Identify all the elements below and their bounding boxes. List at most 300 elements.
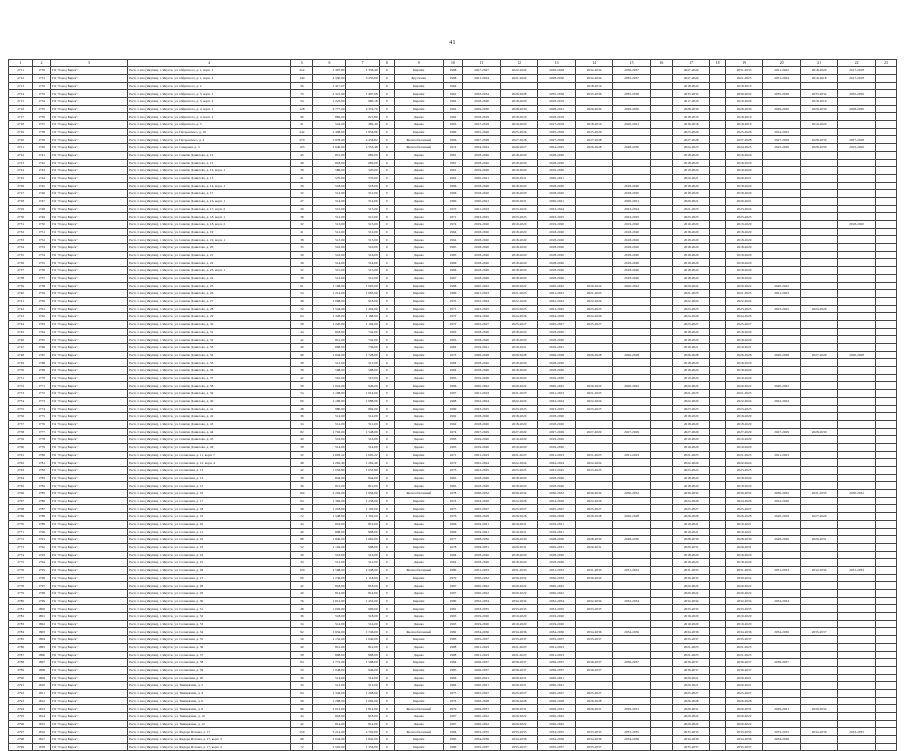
table-cell: 0 <box>379 405 394 413</box>
table-cell: 2021-2023 <box>575 290 613 298</box>
table-cell: Кирпич <box>395 290 444 298</box>
table-cell: 1965 <box>443 244 463 252</box>
table-cell: 736,00 <box>346 344 379 352</box>
table-cell: 2021-2023 <box>538 651 576 659</box>
table-cell <box>838 451 876 459</box>
table-row <box>9 705 897 713</box>
table-cell <box>650 90 672 98</box>
table-cell: 2035-2037 <box>575 636 613 644</box>
table-cell: Кирпич <box>395 313 444 321</box>
table-cell: 1 040,00 <box>346 636 379 644</box>
table-cell: 0 <box>379 336 394 344</box>
table-cell: 2019-2020 <box>500 613 538 621</box>
table-cell: 2018-2020 <box>463 159 501 167</box>
table-cell: 514,00 <box>346 443 379 451</box>
table-cell: 2020-2021 <box>613 121 651 129</box>
table-cell <box>838 474 876 482</box>
table-cell: 2019-2020 <box>500 443 538 451</box>
table-cell: Дерево <box>395 374 444 382</box>
table-cell: 1 548,00 <box>313 513 346 521</box>
table-cell: 2018-2019 <box>575 82 613 90</box>
table-cell: Дерево <box>395 159 444 167</box>
table-cell <box>613 397 651 405</box>
table-cell: ГО "Город Бирск" <box>50 144 127 152</box>
table-cell: 2026-2028 <box>725 351 763 359</box>
table-cell: 2799 <box>9 743 33 751</box>
table-cell: 2019-2020 <box>463 620 501 628</box>
table-cell: 2019-2020 <box>500 167 538 175</box>
table-cell: Респ. Саха (Якутия), г. Якутск, ул. Семёна Данилова, д. 12 <box>128 151 291 159</box>
table-cell: 2018-2020 <box>538 251 576 259</box>
table-cell: 2020-2022 <box>500 590 538 598</box>
table-cell <box>838 267 876 275</box>
table-cell: Респ. Саха (Якутия), г. Якутск, ул. Ойунского, д. 3, корп. 2 <box>128 98 291 106</box>
column-header: 20 <box>763 60 801 67</box>
table-cell <box>800 443 838 451</box>
table-cell <box>650 221 672 229</box>
table-cell: 2018-2020 <box>500 159 538 167</box>
table-cell <box>800 167 838 175</box>
table-cell <box>763 697 801 705</box>
table-row <box>9 305 897 313</box>
table-cell: 2036-2037 <box>500 666 538 674</box>
table-cell: 1 152,00 <box>313 636 346 644</box>
table-cell: 2747 <box>9 344 33 352</box>
table-cell <box>650 167 672 175</box>
table-cell: Кирпич <box>395 390 444 398</box>
table-cell <box>613 336 651 344</box>
table-cell: 1 934,00 <box>313 628 346 636</box>
table-cell <box>875 244 896 252</box>
table-cell: ГО "Город Бирск" <box>50 682 127 690</box>
table-cell: Кирпич <box>395 605 444 613</box>
table-cell: 1971 <box>443 451 463 459</box>
table-cell: 2023-2025 <box>500 305 538 313</box>
table-cell: Кирпич <box>395 689 444 697</box>
table-cell <box>875 628 896 636</box>
table-cell: 2019-2021 <box>672 344 710 352</box>
table-cell <box>710 659 725 667</box>
table-cell: 2019-2021 <box>463 528 501 536</box>
table-cell <box>650 382 672 390</box>
table-cell: 2773 <box>9 543 33 551</box>
table-cell: Кирпич <box>395 513 444 521</box>
table-cell <box>650 682 672 690</box>
table-cell: 1798 <box>33 590 51 598</box>
table-cell: 2034-2036 <box>538 628 576 636</box>
table-cell: 2020-2022 <box>538 282 576 290</box>
table-cell <box>650 705 672 713</box>
table-cell: 1 548,00 <box>346 428 379 436</box>
table-cell: 40 <box>291 590 313 598</box>
table-cell: 1758 <box>33 282 51 290</box>
table-cell: 1739 <box>33 136 51 144</box>
table-cell: 2020-2021 <box>672 682 710 690</box>
table-cell <box>875 359 896 367</box>
table-cell <box>613 151 651 159</box>
table-cell: 814,00 <box>313 590 346 598</box>
table-cell <box>875 274 896 282</box>
table-cell: ГО "Город Бирск" <box>50 413 127 421</box>
table-cell: ГО "Город Бирск" <box>50 282 127 290</box>
table-cell <box>800 651 838 659</box>
table-cell: 1791 <box>33 536 51 544</box>
table-cell: 2018-2020 <box>463 328 501 336</box>
table-cell <box>650 351 672 359</box>
table-cell: 1964 <box>443 344 463 352</box>
table-cell <box>710 82 725 90</box>
table-cell: 2780 <box>9 597 33 605</box>
table-cell: 2019-2020 <box>463 436 501 444</box>
table-cell <box>710 420 725 428</box>
table-cell: 0 <box>379 320 394 328</box>
table-cell: 1985 <box>443 736 463 744</box>
table-cell: 514,00 <box>346 620 379 628</box>
table-cell: ГО "Город Бирск" <box>50 590 127 598</box>
table-cell <box>575 213 613 221</box>
table-cell <box>613 474 651 482</box>
table-cell: 2727 <box>9 190 33 198</box>
table-cell <box>650 728 672 736</box>
table-cell: 512,00 <box>313 228 346 236</box>
table-cell <box>613 297 651 305</box>
table-cell <box>763 666 801 674</box>
table-cell <box>650 413 672 421</box>
table-cell <box>800 190 838 198</box>
table-cell: 2714 <box>9 90 33 98</box>
table-cell: 2029-2031 <box>463 543 501 551</box>
table-cell <box>838 536 876 544</box>
table-cell: 512,00 <box>313 682 346 690</box>
table-row <box>9 590 897 598</box>
table-cell: 2034-2036 <box>800 728 838 736</box>
table-cell: 2018-2020 <box>725 413 763 421</box>
table-cell <box>875 743 896 751</box>
table-cell: 1965 <box>443 482 463 490</box>
table-cell: 2019-2020 <box>538 620 576 628</box>
table-cell <box>650 505 672 513</box>
table-cell: 2022-2024 <box>463 459 501 467</box>
table-cell: 2035-2036 <box>538 90 576 98</box>
table-cell: 2028-2030 <box>613 144 651 152</box>
table-cell: 2019-2020 <box>725 98 763 106</box>
table-cell: 508,00 <box>313 367 346 375</box>
table-cell: 1 342,00 <box>313 689 346 697</box>
table-cell <box>763 674 801 682</box>
table-cell <box>763 643 801 651</box>
table-cell: ГО "Город Бирск" <box>50 367 127 375</box>
table-cell <box>875 459 896 467</box>
table-cell: 2035-2037 <box>672 743 710 751</box>
table-cell: 2758 <box>9 428 33 436</box>
table-cell: 2030-2032 <box>575 490 613 498</box>
table-cell: 2026-2028 <box>725 697 763 705</box>
table-cell: 1 220,00 <box>313 320 346 328</box>
table-cell <box>875 282 896 290</box>
table-cell: 58 <box>291 697 313 705</box>
table-cell: Брусчатка <box>395 74 444 82</box>
table-cell: 2028-2030 <box>672 536 710 544</box>
table-cell: 2018-2020 <box>672 159 710 167</box>
table-cell: 514,00 <box>313 443 346 451</box>
table-cell: 1813 <box>33 705 51 713</box>
table-cell <box>575 328 613 336</box>
table-cell: Респ. Саха (Якутия), г. Якутск, ул. Федора Попова, д. 17, корп. 3 <box>128 736 291 744</box>
table-cell: Респ. Саха (Якутия), г. Якутск, ул. Семёна Данилова, д. 12, корп. 1 <box>128 167 291 175</box>
table-cell: 2022-2024 <box>575 297 613 305</box>
table-cell: 0 <box>379 713 394 721</box>
table-cell: 1743 <box>33 167 51 175</box>
table-cell <box>838 159 876 167</box>
table-cell: 2018-2020 <box>613 236 651 244</box>
table-cell: 0 <box>379 566 394 574</box>
table-cell: 2021-2023 <box>500 651 538 659</box>
table-cell: 2032-2034 <box>763 597 801 605</box>
table-cell: 0 <box>379 144 394 152</box>
table-cell: 256 <box>291 728 313 736</box>
table-cell: 2025-2027 <box>575 320 613 328</box>
table-cell: 2020-2022 <box>672 720 710 728</box>
table-row <box>9 290 897 298</box>
table-cell: 2764 <box>9 474 33 482</box>
table-cell: 2741 <box>9 297 33 305</box>
table-cell <box>710 689 725 697</box>
table-cell: 2018-2020 <box>538 228 576 236</box>
table-cell: 1 093,00 <box>346 290 379 298</box>
table-cell: 2794 <box>9 705 33 713</box>
table-cell: 2024-2025 <box>672 144 710 152</box>
table-cell <box>763 682 801 690</box>
table-cell: 2030-2032 <box>725 90 763 98</box>
table-cell: 1964 <box>443 367 463 375</box>
table-cell: 2018-2020 <box>613 267 651 275</box>
table-row <box>9 605 897 613</box>
table-cell: Респ. Саха (Якутия), г. Якутск, ул. Петровского, д. 16 <box>128 128 291 136</box>
table-cell <box>575 251 613 259</box>
column-header: 8 <box>379 60 394 67</box>
table-cell <box>613 436 651 444</box>
table-cell: 2018-2020 <box>463 190 501 198</box>
table-cell: 0 <box>379 428 394 436</box>
table-cell: 2785 <box>9 636 33 644</box>
table-cell: 2 248,00 <box>346 566 379 574</box>
table-cell <box>613 420 651 428</box>
table-cell: 1969 <box>443 197 463 205</box>
table-row <box>9 174 897 182</box>
table-row <box>9 90 897 98</box>
table-cell: 2028-2030 <box>500 105 538 113</box>
table-cell: 0 <box>379 520 394 528</box>
table-cell: 48 <box>291 297 313 305</box>
table-cell: 2034-2036 <box>672 628 710 636</box>
table-cell <box>800 113 838 121</box>
table-cell: 42 <box>291 336 313 344</box>
table-cell: 1986 <box>443 743 463 751</box>
table-cell: 2022-2024 <box>463 297 501 305</box>
table-cell: 980,00 <box>313 405 346 413</box>
table-row <box>9 190 897 198</box>
table-cell: 0 <box>379 497 394 505</box>
table-cell: 1757 <box>33 274 51 282</box>
table-cell <box>875 159 896 167</box>
table-cell: 2018-2020 <box>500 367 538 375</box>
table-cell <box>710 151 725 159</box>
table-cell: 1790 <box>33 528 51 536</box>
table-cell: 2018-2020 <box>725 228 763 236</box>
table-cell: Респ. Саха (Якутия), г. Якутск, ул. Семёна Данилова, д. 29 <box>128 313 291 321</box>
table-cell: Кирпич <box>395 666 444 674</box>
table-cell: Респ. Саха (Якутия), г. Якутск, ул. Солнечная, д. 31 <box>128 605 291 613</box>
table-cell <box>613 174 651 182</box>
table-row <box>9 320 897 328</box>
table-cell: 2036-2037 <box>725 659 763 667</box>
table-cell: 2024-2026 <box>500 497 538 505</box>
table-cell: ГО "Город Бирск" <box>50 605 127 613</box>
table-cell: 2018-2020 <box>538 267 576 275</box>
table-cell: 2730 <box>9 213 33 221</box>
table-cell: 0 <box>379 505 394 513</box>
table-cell: 36 <box>291 674 313 682</box>
table-cell: 2786 <box>9 643 33 651</box>
table-cell: 1 024,00 <box>313 382 346 390</box>
table-cell: 2025-2027 <box>575 689 613 697</box>
table-cell <box>763 605 801 613</box>
table-cell <box>613 367 651 375</box>
table-cell: 2020-2021 <box>672 197 710 205</box>
table-cell: 2020-2022 <box>500 382 538 390</box>
table-cell: 2021-2023 <box>463 643 501 651</box>
table-cell <box>650 428 672 436</box>
table-cell: 2023-2025 <box>538 405 576 413</box>
table-cell <box>763 121 801 129</box>
table-cell: 0 <box>379 67 394 75</box>
table-cell: ГО "Город Бирск" <box>50 328 127 336</box>
table-cell: 2018-2020 <box>463 151 501 159</box>
table-cell: Кирпич <box>395 382 444 390</box>
table-cell: 2026-2028 <box>575 144 613 152</box>
table-cell <box>650 282 672 290</box>
table-cell <box>800 151 838 159</box>
table-cell: 2018-2020 <box>725 159 763 167</box>
table-cell <box>763 413 801 421</box>
table-cell: 1 846,00 <box>313 536 346 544</box>
table-cell: 1 218,00 <box>313 505 346 513</box>
table-cell: 36 <box>291 413 313 421</box>
table-cell: 48 <box>291 405 313 413</box>
table-cell: 2020-2022 <box>463 282 501 290</box>
table-cell: Респ. Саха (Якутия), г. Якутск, ул. Солнечная, д. 19 <box>128 513 291 521</box>
table-cell: 2032-2034 <box>463 90 501 98</box>
table-cell <box>613 328 651 336</box>
table-cell <box>710 436 725 444</box>
table-cell <box>710 336 725 344</box>
table-cell <box>763 590 801 598</box>
table-cell <box>763 174 801 182</box>
table-cell: 1973 <box>443 351 463 359</box>
table-cell <box>800 267 838 275</box>
table-cell: 2026-2028 <box>672 351 710 359</box>
table-cell: 946,00 <box>346 666 379 674</box>
table-cell: Кирпич <box>395 90 444 98</box>
table-cell <box>875 436 896 444</box>
table-cell: 0 <box>379 451 394 459</box>
table-cell <box>875 536 896 544</box>
table-cell: 2726 <box>9 182 33 190</box>
table-cell: 2023-2025 <box>725 405 763 413</box>
table-cell <box>710 520 725 528</box>
table-cell: 2027-2028 <box>763 136 801 144</box>
table-cell <box>710 428 725 436</box>
column-header: 23 <box>875 60 896 67</box>
table-cell: 2774 <box>9 551 33 559</box>
table-cell: ГО "Город Бирск" <box>50 420 127 428</box>
column-header: 16 <box>650 60 672 67</box>
table-cell <box>710 267 725 275</box>
table-row <box>9 467 897 475</box>
table-cell: 2026-2027 <box>500 144 538 152</box>
table-cell: Респ. Саха (Якутия), г. Якутск, ул. Солнечная, д. 12, корп. 4 <box>128 459 291 467</box>
table-cell: 2018-2020 <box>725 359 763 367</box>
table-cell: 2029-2031 <box>763 705 801 713</box>
table-cell: 2027-2029 <box>538 428 576 436</box>
table-cell <box>650 620 672 628</box>
table-cell <box>800 367 838 375</box>
table-cell: 2729 <box>9 205 33 213</box>
table-cell: ГО "Город Бирск" <box>50 436 127 444</box>
table-cell: 1968 <box>443 282 463 290</box>
table-cell: ГО "Город Бирск" <box>50 497 127 505</box>
table-cell <box>800 320 838 328</box>
table-row <box>9 613 897 621</box>
table-cell: Кирпич <box>395 297 444 305</box>
table-cell: ГО "Город Бирск" <box>50 397 127 405</box>
table-cell: ГО "Город Бирск" <box>50 543 127 551</box>
table-cell: 2028-2030 <box>763 536 801 544</box>
table-cell: 2019-2020 <box>725 613 763 621</box>
column-header: 2 <box>33 60 51 67</box>
table-cell: 2018-2020 <box>463 559 501 567</box>
table-cell: Респ. Саха (Якутия), г. Якутск, ул. Солнечная, д. 40 <box>128 674 291 682</box>
table-cell <box>763 113 801 121</box>
table-cell: 1786 <box>33 497 51 505</box>
table-cell: 1812 <box>33 697 51 705</box>
table-cell <box>838 167 876 175</box>
table-cell: 2018-2020 <box>725 267 763 275</box>
table-cell: Дерево <box>395 336 444 344</box>
table-cell <box>710 205 725 213</box>
table-row <box>9 513 897 521</box>
table-cell: 2792 <box>9 689 33 697</box>
table-cell <box>800 582 838 590</box>
table-cell: 2018-2020 <box>672 151 710 159</box>
table-cell: 2018-2020 <box>463 267 501 275</box>
table-cell: 1963 <box>443 336 463 344</box>
table-cell <box>710 728 725 736</box>
table-row <box>9 151 897 159</box>
table-cell <box>710 536 725 544</box>
table-cell <box>710 705 725 713</box>
table-row <box>9 390 897 398</box>
table-cell: 2021-2022 <box>763 67 801 75</box>
table-cell: 2740 <box>9 290 33 298</box>
table-cell: 2018-2020 <box>538 182 576 190</box>
table-cell: 2025-2026 <box>500 128 538 136</box>
table-cell <box>710 236 725 244</box>
table-cell: 2021-2023 <box>763 290 801 298</box>
table-cell: 1966 <box>443 190 463 198</box>
table-cell: 570,00 <box>313 174 346 182</box>
table-cell: 2027-2029 <box>672 428 710 436</box>
